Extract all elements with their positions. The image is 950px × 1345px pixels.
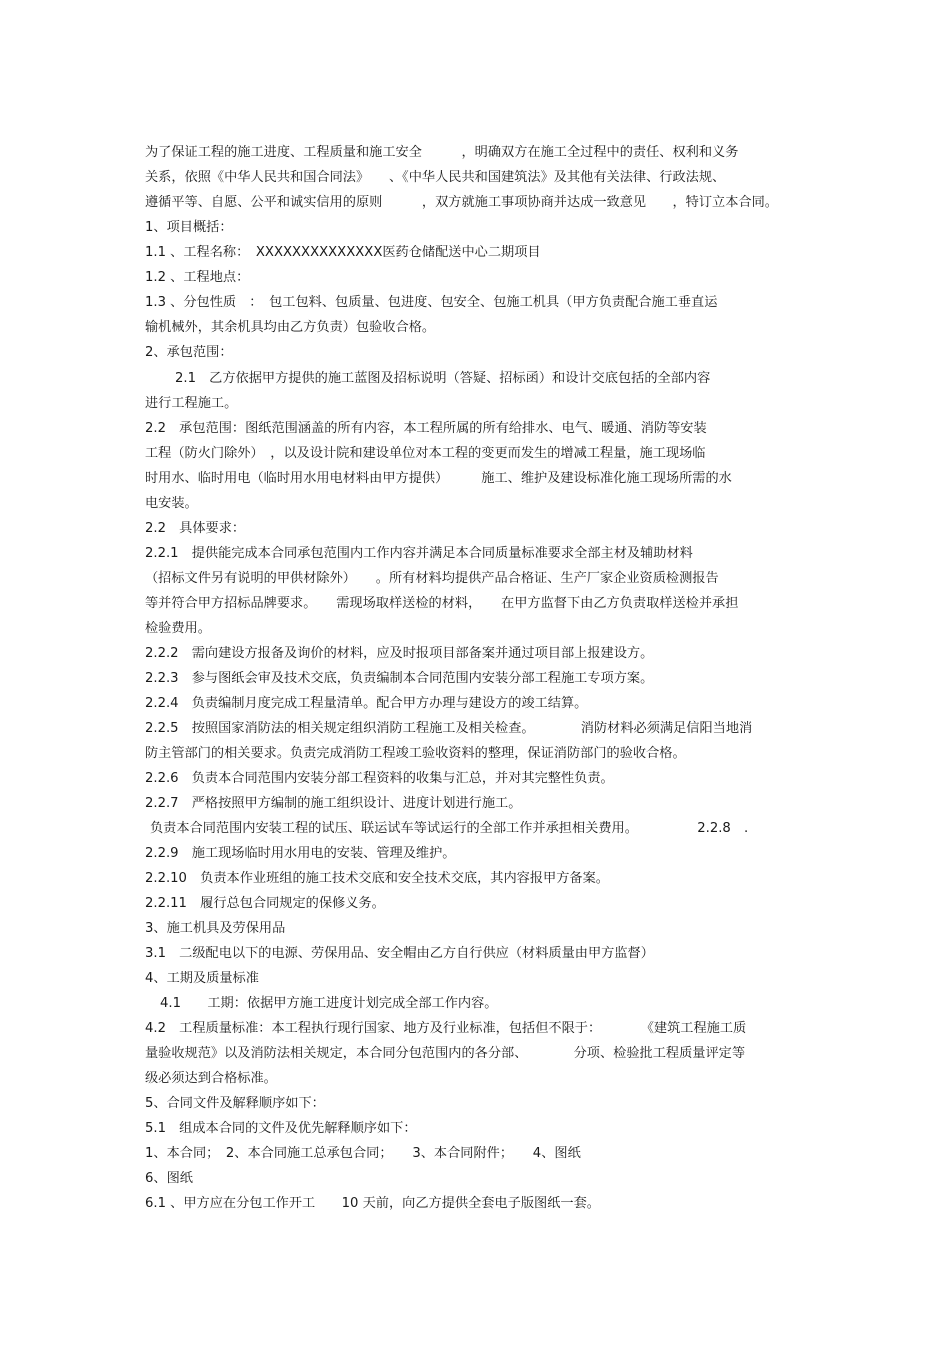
- clause-2-1-line-2: 进行工程施工。: [145, 396, 238, 411]
- clause-2-2-2: 2.2.2 需向建设方报备及询价的材料，应及时报项目部备案并通过项目部上报建设方。: [145, 646, 654, 661]
- clause-2-2-5-line-2: 防主管部门的相关要求。负责完成消防工程竣工验收资料的整理，保证消防部门的验收合格。: [145, 746, 686, 761]
- preamble-line-2: 关系，依照《中华人民共和国合同法》 、《中华人民共和国建筑法》及其他有关法律、行政法规、: [145, 170, 726, 185]
- clause-2-2-line-3: 时用水、临时用电（临时用水用电材料由甲方提供） 施工、维护及建设标准化施工现场所需的水: [145, 471, 732, 486]
- section-1-heading: 1、项目概括：: [145, 220, 233, 235]
- clause-4-1: 4.1 工期：依据甲方施工进度计划完成全部工作内容。: [160, 996, 498, 1011]
- clause-2-2-1-line-4: 检验费用。: [145, 621, 211, 636]
- clause-2-2-3: 2.2.3 参与图纸会审及技术交底，负责编制本合同范围内安装分部工程施工专项方案。: [145, 671, 654, 686]
- preamble-line-1: 为了保证工程的施工进度、工程质量和施工安全 ，明确双方在施工全过程中的责任、权利和义务: [145, 145, 739, 160]
- clause-2-2-4: 2.2.4 负责编制月度完成工程量清单。配合甲方办理与建设方的竣工结算。: [145, 696, 588, 711]
- clause-2-2-1-line-2: （招标文件另有说明的甲供材除外） 。所有材料均提供产品合格证、生产厂家企业资质检测报告: [145, 571, 719, 586]
- clause-2-2-line-2: 工程（防火门除外） ，以及设计院和建设单位对本工程的变更而发生的增减工程量，施工现场临: [145, 446, 706, 461]
- clause-1-3-line-1: 1.3 、分包性质 ： 包工包料、包质量、包进度、包安全、包施工机具（甲方负责配合施工垂直运: [145, 295, 718, 310]
- clause-2-2-1-line-3: 等并符合甲方招标品牌要求。 需现场取样送检的材料， 在甲方监督下由乙方负责取样送检并承担: [145, 596, 739, 611]
- section-6-heading: 6、图纸: [145, 1171, 193, 1186]
- section-2-heading: 2、承包范围：: [145, 345, 233, 360]
- section-4-heading: 4、工期及质量标准: [145, 971, 259, 986]
- clause-1-2: 1.2 、工程地点：: [145, 270, 250, 285]
- clause-2-2-line-1: 2.2 承包范围：图纸范围涵盖的所有内容，本工程所属的所有给排水、电气、暖通、消防等安装: [145, 421, 707, 436]
- clause-2-2-7: 2.2.7 严格按照甲方编制的施工组织设计、进度计划进行施工。: [145, 796, 522, 811]
- clause-2-2-11: 2.2.11 履行总包合同规定的保修义务。: [145, 896, 385, 911]
- clause-2-2-10: 2.2.10 负责本作业班组的施工技术交底和安全技术交底，其内容报甲方备案。: [145, 871, 609, 886]
- clause-2-1-line-1: 2.1 乙方依据甲方提供的施工蓝图及招标说明（答疑、招标函）和设计交底包括的全部内容: [175, 371, 711, 386]
- clause-1-1: 1.1 、工程名称： XXXXXXXXXXXXXX医药仓储配送中心二期项目: [145, 245, 541, 260]
- clause-4-2-line-3: 级必须达到合格标准。: [145, 1071, 277, 1086]
- clause-2-2-8: 负责本合同范围内安装工程的试压、联运试车等试运行的全部工作并承担相关费用。 2.2.8 .: [150, 821, 749, 836]
- clause-2-2-6: 2.2.6 负责本合同范围内安装分部工程资料的收集与汇总，并对其完整性负责。: [145, 771, 614, 786]
- clause-2-2-line-4: 电安装。: [145, 496, 198, 511]
- clause-5-1-list: 1、本合同； 2、本合同施工总承包合同； 3、本合同附件； 4、图纸: [145, 1146, 581, 1161]
- clause-5-1: 5.1 组成本合同的文件及优先解释顺序如下：: [145, 1121, 417, 1136]
- clause-2-2-1-line-1: 2.2.1 提供能完成本合同承包范围内工作内容并满足本合同质量标准要求全部主材及辅助材料: [145, 546, 693, 561]
- section-3-heading: 3、施工机具及劳保用品: [145, 921, 286, 936]
- clause-1-3-line-2: 输机械外，其余机具均由乙方负责）包验收合格。: [145, 320, 436, 335]
- clause-4-2-line-1: 4.2 工程质量标准：本工程执行现行国家、地方及行业标准，包括但不限于： 《建筑工程施工质: [145, 1021, 747, 1036]
- preamble-line-3: 遵循平等、自愿、公平和诚实信用的原则 ，双方就施工事项协商并达成一致意见 ，特订立本合同。: [145, 195, 778, 210]
- clause-2-2-9: 2.2.9 施工现场临时用水用电的安装、管理及维护。: [145, 846, 456, 861]
- clause-2-2-requirements-heading: 2.2 具体要求：: [145, 521, 246, 536]
- clause-6-1: 6.1 、甲方应在分包工作开工 10 天前，向乙方提供全套电子版图纸一套。: [145, 1196, 600, 1211]
- clause-3-1: 3.1 二级配电以下的电源、劳保用品、安全帽由乙方自行供应（材料质量由甲方监督）: [145, 946, 654, 961]
- clause-4-2-line-2: 量验收规范》以及消防法相关规定，本合同分包范围内的各分部、 分项、检验批工程质量评定等: [145, 1046, 746, 1061]
- clause-2-2-5-line-1: 2.2.5 按照国家消防法的相关规定组织消防工程施工及相关检查。 消防材料必须满足信阳当地消: [145, 721, 753, 736]
- section-5-heading: 5、合同文件及解释顺序如下：: [145, 1096, 325, 1111]
